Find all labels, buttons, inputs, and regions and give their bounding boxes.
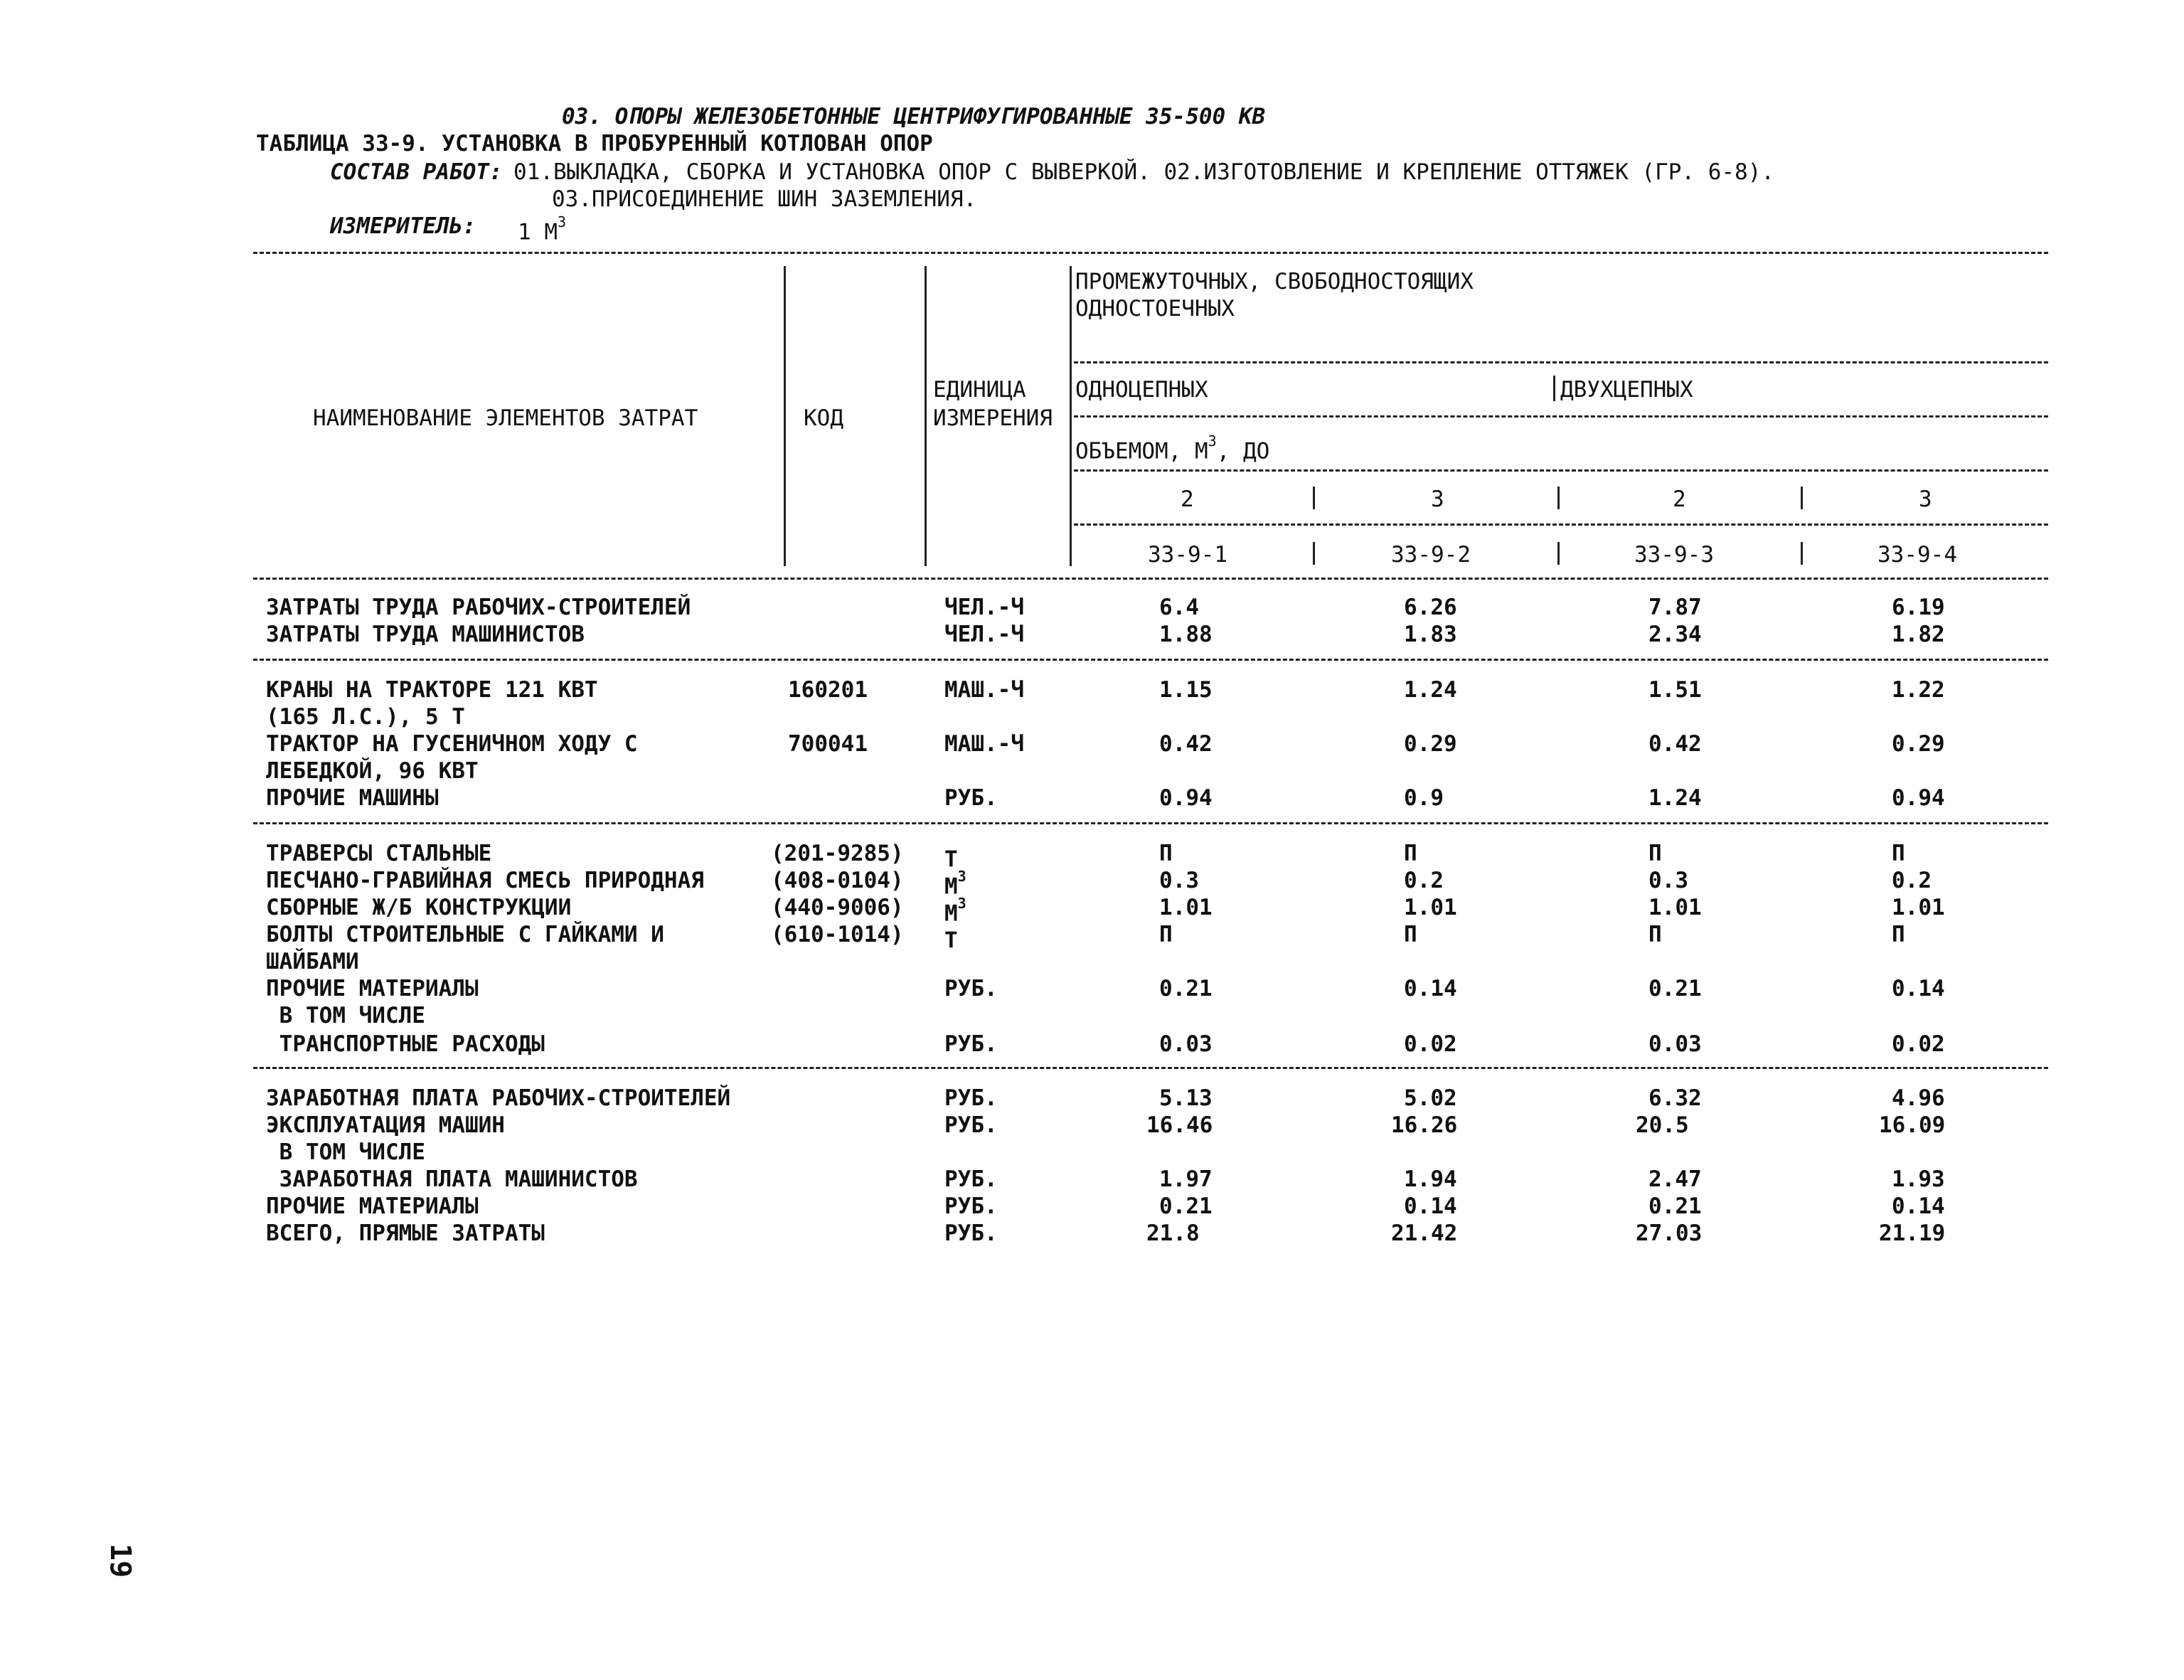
table-row-label: ТРАКТОР НА ГУСЕНИЧНОМ ХОДУ С <box>266 731 638 757</box>
col-header-unit-1: ЕДИНИЦА <box>933 377 1026 403</box>
table-cell: 0.2 <box>1404 868 1444 893</box>
table-cell: П <box>1404 841 1417 866</box>
header-divider-unit <box>925 266 927 566</box>
section-rule-materials <box>253 1067 2048 1069</box>
table-row-label: В ТОМ ЧИСЛЕ <box>266 1003 425 1028</box>
table-title: ТАБЛИЦА 33-9. УСТАНОВКА В ПРОБУРЕННЫЙ КОТЛОВАН ОПОР <box>256 131 933 156</box>
table-row-label: ЗАТРАТЫ ТРУДА МАШИНИСТОВ <box>266 622 585 647</box>
table-row-label: (165 Л.С.), 5 Т <box>266 704 465 730</box>
code-col-1: 33-9-1 <box>1148 542 1227 568</box>
col-header-unit-2: ИЗМЕРЕНИЯ <box>933 405 1053 431</box>
code-col-3: 33-9-3 <box>1634 542 1714 568</box>
table-cell: 5.13 <box>1159 1085 1213 1111</box>
table-cell: 0.42 <box>1159 731 1213 757</box>
table-row-code: (201-9285) <box>771 841 904 866</box>
table-cell: 0.9 <box>1404 785 1444 811</box>
table-top-rule <box>253 252 2048 254</box>
table-row-label: ШАЙБАМИ <box>266 949 359 974</box>
header-rule-1 <box>1074 361 2048 363</box>
code-col-4: 33-9-4 <box>1877 542 1957 568</box>
header-bottom-rule <box>253 578 2048 580</box>
header-rule-2 <box>1074 415 2048 418</box>
table-cell: 1.15 <box>1159 677 1213 703</box>
group-header-1: ПРОМЕЖУТОЧНЫХ, СВОБОДНОСТОЯЩИХ <box>1075 269 1474 294</box>
table-cell: П <box>1159 841 1173 866</box>
page-number: 19 <box>104 1543 137 1578</box>
section-rule-machines <box>253 822 2048 824</box>
table-cell: 0.29 <box>1404 731 1457 757</box>
code-divider-3 <box>1801 542 1803 565</box>
table-cell: 27.03 <box>1636 1221 1703 1246</box>
table-cell: 0.21 <box>1648 1193 1702 1219</box>
table-cell: П <box>1404 922 1417 947</box>
table-row-unit: РУБ. <box>944 785 998 811</box>
vol-divider-2 <box>1557 487 1560 509</box>
table-row-unit: $М^3$ <box>944 895 966 927</box>
table-row-unit: РУБ. <box>944 1112 998 1138</box>
table-cell: 1.82 <box>1892 622 1945 647</box>
table-cell: П <box>1648 922 1662 947</box>
table-row-code: 160201 <box>788 677 868 703</box>
table-row-label: ПРОЧИЕ МАШИНЫ <box>266 785 439 811</box>
table-row-label: ЛЕБЕДКОЙ, 96 КВТ <box>266 758 479 784</box>
col-header-code: КОД <box>804 405 843 431</box>
table-row-code: (408-0104) <box>771 868 904 893</box>
table-cell: 0.14 <box>1404 976 1457 1001</box>
table-row-label: ЗАТРАТЫ ТРУДА РАБОЧИХ-СТРОИТЕЛЕЙ <box>266 595 691 620</box>
table-row-label: ЭКСПЛУАТАЦИЯ МАШИН <box>266 1112 505 1138</box>
table-row-label: КРАНЫ НА ТРАКТОРЕ 121 КВТ <box>266 677 598 703</box>
table-cell: 1.24 <box>1404 677 1457 703</box>
table-row-unit: ЧЕЛ.-Ч <box>944 595 1024 620</box>
table-row-label: ПРОЧИЕ МАТЕРИАЛЫ <box>266 976 479 1001</box>
table-cell: 0.14 <box>1892 1193 1945 1219</box>
code-divider-2 <box>1557 542 1560 565</box>
table-cell: 20.5 <box>1636 1112 1689 1138</box>
composition-label: СОСТАВ РАБОТ: <box>330 159 503 185</box>
table-row-label: В ТОМ ЧИСЛЕ <box>266 1139 425 1165</box>
table-cell: 21.42 <box>1391 1221 1458 1246</box>
table-row-unit: РУБ. <box>944 1166 998 1192</box>
table-row-label: ПЕСЧАНО-ГРАВИЙНАЯ СМЕСЬ ПРИРОДНАЯ <box>266 868 704 893</box>
table-row-label: БОЛТЫ СТРОИТЕЛЬНЫЕ С ГАЙКАМИ И <box>266 922 664 947</box>
table-row-unit: РУБ. <box>944 976 998 1001</box>
table-cell: 0.02 <box>1892 1031 1945 1057</box>
table-row-unit: $М^3$ <box>944 868 966 900</box>
table-cell: 16.26 <box>1391 1112 1458 1138</box>
group-header-2: ОДНОСТОЕЧНЫХ <box>1075 296 1235 321</box>
volume-col-3: 2 <box>1673 487 1686 512</box>
vol-divider-1 <box>1313 487 1315 509</box>
table-cell: П <box>1892 922 1905 947</box>
table-cell: 1.01 <box>1404 895 1457 920</box>
table-row-unit: РУБ. <box>944 1085 998 1111</box>
table-row-label: СБОРНЫЕ Ж/Б КОНСТРУКЦИИ <box>266 895 572 920</box>
composition-line-1: 01.ВЫКЛАДКА, СБОРКА И УСТАНОВКА ОПОР С ВЫВЕРКОЙ. 02.ИЗГОТОВЛЕНИЕ И КРЕПЛЕНИЕ ОТТЯЖЕК (ГР. 6-8). <box>513 159 1775 185</box>
table-cell: 1.83 <box>1404 622 1457 647</box>
table-row-unit: РУБ. <box>944 1221 998 1246</box>
table-cell: 0.2 <box>1892 868 1932 893</box>
double-circuit-label: ДВУХЦЕПНЫХ <box>1560 377 1693 403</box>
table-cell: 0.94 <box>1159 785 1213 811</box>
table-row-label: ПРОЧИЕ МАТЕРИАЛЫ <box>266 1193 479 1219</box>
table-cell: 16.46 <box>1146 1112 1213 1138</box>
table-cell: П <box>1648 841 1662 866</box>
table-row-label: ТРАНСПОРТНЫЕ РАСХОДЫ <box>266 1031 545 1057</box>
code-col-2: 33-9-2 <box>1391 542 1471 568</box>
meter-label: ИЗМЕРИТЕЛЬ: <box>330 213 476 239</box>
table-cell: 2.34 <box>1648 622 1702 647</box>
table-cell: 1.22 <box>1892 677 1945 703</box>
circuit-divider <box>1553 376 1555 401</box>
header-divider-values <box>1070 266 1072 566</box>
table-cell: 1.93 <box>1892 1166 1945 1192</box>
table-cell: 0.42 <box>1648 731 1702 757</box>
table-row-label: ВСЕГО, ПРЯМЫЕ ЗАТРАТЫ <box>266 1221 545 1246</box>
table-row-unit: МАШ.-Ч <box>944 677 1024 703</box>
table-row-unit: ЧЕЛ.-Ч <box>944 622 1024 647</box>
header-rule-4 <box>1074 523 2048 526</box>
table-cell: П <box>1159 922 1173 947</box>
table-cell: 0.21 <box>1159 976 1213 1001</box>
section-title: 03. ОПОРЫ ЖЕЛЕЗОБЕТОННЫЕ ЦЕНТРИФУГИРОВАННЫЕ 35-500 КВ <box>562 104 1266 129</box>
table-cell: 1.51 <box>1648 677 1702 703</box>
table-cell: 21.19 <box>1879 1221 1946 1246</box>
header-divider-code <box>784 266 786 566</box>
table-cell: 1.01 <box>1892 895 1945 920</box>
table-cell: 0.14 <box>1404 1193 1457 1219</box>
table-cell: 1.01 <box>1159 895 1213 920</box>
header-rule-3 <box>1074 469 2048 472</box>
table-cell: 0.94 <box>1892 785 1945 811</box>
table-row-label: ТРАВЕРСЫ СТАЛЬНЫЕ <box>266 841 492 866</box>
volume-col-1: 2 <box>1181 487 1194 512</box>
table-cell: 0.21 <box>1159 1193 1213 1219</box>
table-cell: 7.87 <box>1648 595 1702 620</box>
volume-col-2: 3 <box>1431 487 1444 512</box>
table-row-label: ЗАРАБОТНАЯ ПЛАТА МАШИНИСТОВ <box>266 1166 638 1192</box>
table-cell: 6.19 <box>1892 595 1945 620</box>
table-row-code: (440-9006) <box>771 895 904 920</box>
composition-line-2: 03.ПРИСОЕДИНЕНИЕ ШИН ЗАЗЕМЛЕНИЯ. <box>552 186 977 212</box>
table-cell: 6.26 <box>1404 595 1457 620</box>
table-cell: 0.14 <box>1892 976 1945 1001</box>
table-cell: 1.94 <box>1404 1166 1457 1192</box>
table-cell: 0.3 <box>1159 868 1199 893</box>
table-cell: 1.24 <box>1648 785 1702 811</box>
table-cell: 0.03 <box>1648 1031 1702 1057</box>
table-cell: 1.01 <box>1648 895 1702 920</box>
table-cell: 0.21 <box>1648 976 1702 1001</box>
meter-value: 1 $М^3$ <box>518 213 567 245</box>
table-cell: 0.03 <box>1159 1031 1213 1057</box>
section-rule-labor <box>253 659 2048 661</box>
table-cell: 6.32 <box>1648 1085 1702 1111</box>
table-row-unit: РУБ. <box>944 1031 998 1057</box>
table-row-unit: МАШ.-Ч <box>944 731 1024 757</box>
table-cell: 1.97 <box>1159 1166 1213 1192</box>
table-cell: П <box>1892 841 1905 866</box>
table-cell: 4.96 <box>1892 1085 1945 1111</box>
table-cell: 2.47 <box>1648 1166 1702 1192</box>
table-row-unit: Т <box>944 927 958 954</box>
table-row-unit: Т <box>944 846 958 873</box>
table-cell: 21.8 <box>1146 1221 1200 1246</box>
table-cell: 5.02 <box>1404 1085 1457 1111</box>
table-cell: 0.3 <box>1648 868 1688 893</box>
table-row-code: 700041 <box>788 731 868 757</box>
table-row-label: ЗАРАБОТНАЯ ПЛАТА РАБОЧИХ-СТРОИТЕЛЕЙ <box>266 1085 731 1111</box>
table-cell: 0.29 <box>1892 731 1945 757</box>
col-header-name: НАИМЕНОВАНИЕ ЭЛЕМЕНТОВ ЗАТРАТ <box>313 405 698 431</box>
table-cell: 6.4 <box>1159 595 1199 620</box>
single-circuit-label: ОДНОЦЕПНЫХ <box>1075 377 1208 403</box>
vol-divider-3 <box>1801 487 1803 509</box>
table-row-unit: РУБ. <box>944 1193 998 1219</box>
volume-label: ОБЪЕМОМ, $М^3$, ДО <box>1075 432 1270 464</box>
table-cell: 0.02 <box>1404 1031 1457 1057</box>
code-divider-1 <box>1313 542 1315 565</box>
table-cell: 1.88 <box>1159 622 1213 647</box>
volume-col-4: 3 <box>1919 487 1932 512</box>
table-cell: 16.09 <box>1879 1112 1946 1138</box>
table-row-code: (610-1014) <box>771 922 904 947</box>
